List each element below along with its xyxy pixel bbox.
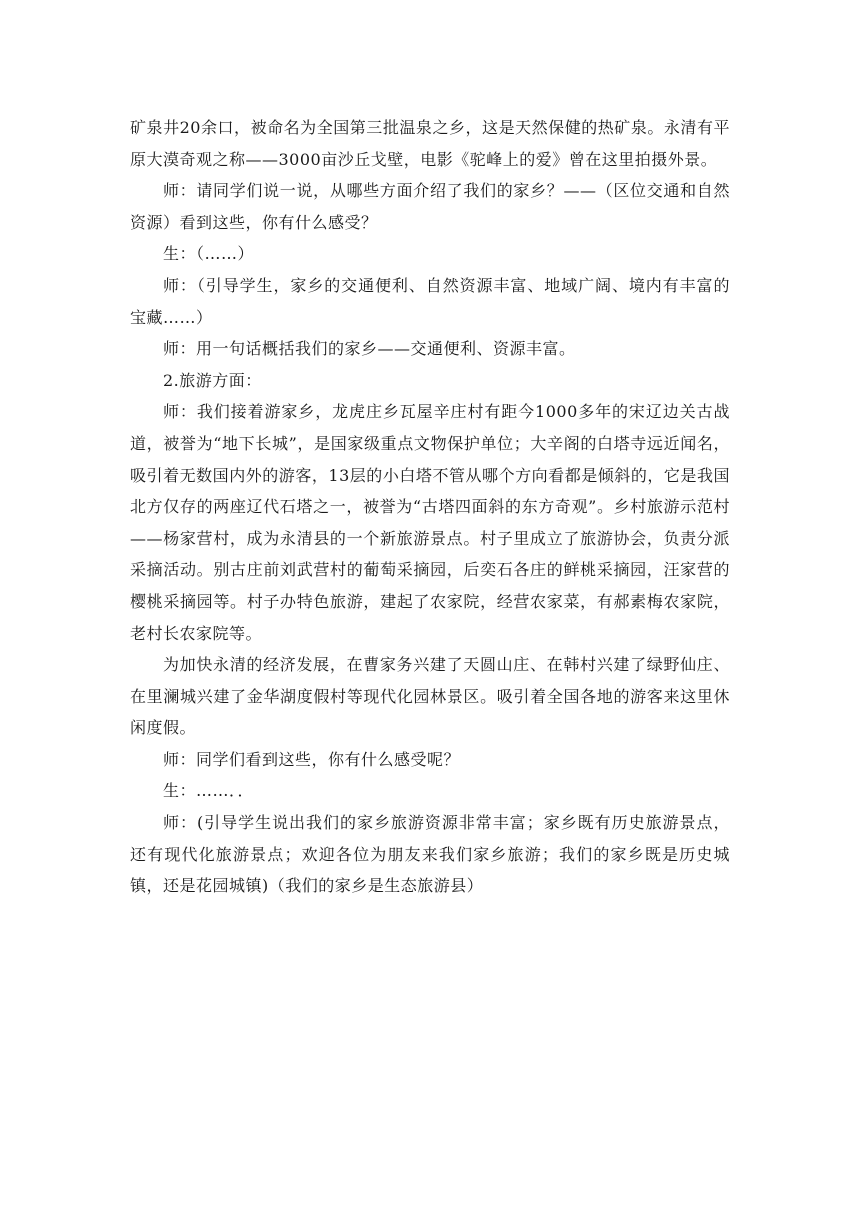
document-page bbox=[130, 112, 730, 902]
paragraph-teacher-question-1: 师：请同学们说一说，从哪些方面介绍了我们的家乡？——（区位交通和自然资源）看到这些，你有什么感受？ bbox=[130, 181, 730, 232]
paragraph-teacher-guide-2: 师：(引导学生说出我们的家乡旅游资源非常丰富；家乡既有历史旅游景点，还有现代化旅游景点；欢迎各位为朋友来我们家乡旅游；我们的家乡既是历史城镇，还是花园城镇)（我们的家乡是生态旅游县） bbox=[130, 813, 730, 896]
paragraph-economic-development: 为加快永清的经济发展，在曹家务兴建了天圆山庄、在韩村兴建了绿野仙庄、在里澜城兴建了金华湖度假村等现代化园林景区。吸引着全国各地的游客来这里休闲度假。 bbox=[130, 655, 730, 738]
paragraph-teacher-summary: 师：用一句话概括我们的家乡——交通便利、资源丰富。 bbox=[163, 339, 576, 359]
paragraph-teacher-guide-1: 师：（引导学生，家乡的交通便利、自然资源丰富、地域广阔、境内有丰富的宝藏……） bbox=[130, 275, 730, 327]
paragraph-mineral-springs: 矿泉井20余口，被命名为全国第三批温泉之乡，这是天然保健的热矿泉。永清有平原大漠奇观之称——3000亩沙丘戈壁，电影《驼峰上的爱》曾在这里拍摄外景。 bbox=[130, 118, 730, 169]
section-heading-tourism: 2.旅游方面： bbox=[163, 370, 262, 390]
paragraph-teacher-question-2: 师：同学们看到这些，你有什么感受呢？ bbox=[163, 749, 461, 769]
paragraph-student-answer-2: 生：……．． bbox=[163, 781, 255, 801]
paragraph-student-answer-1: 生：（……） bbox=[163, 244, 255, 264]
paragraph-tourism-sites: 师：我们接着游家乡，龙虎庄乡瓦屋辛庄村有距今1000多年的宋辽边关古战道，被誉为“地下长城”，是国家级重点文物保护单位；大辛阁的白塔寺远近闻名，吸引着无数国内外的游客，13层的小白塔不管从哪个方向看都是倾斜的，它是我国北方仅存的两座辽代石塔之一，被誉为“古塔四面斜的东方奇观”。乡村旅游示范村——杨家营村，成为永清县的一个新旅游景点。村子里成立了旅游协会，负责分派采摘活动。别古庄前刘武营村的葡萄采摘园，后奕石各庄的鲜桃采摘园，汪家营的樱桃采摘园等。村子办特色旅游，建起了农家院，经营农家菜，有郝素梅农家院，老村长农家院等。 bbox=[130, 402, 730, 643]
